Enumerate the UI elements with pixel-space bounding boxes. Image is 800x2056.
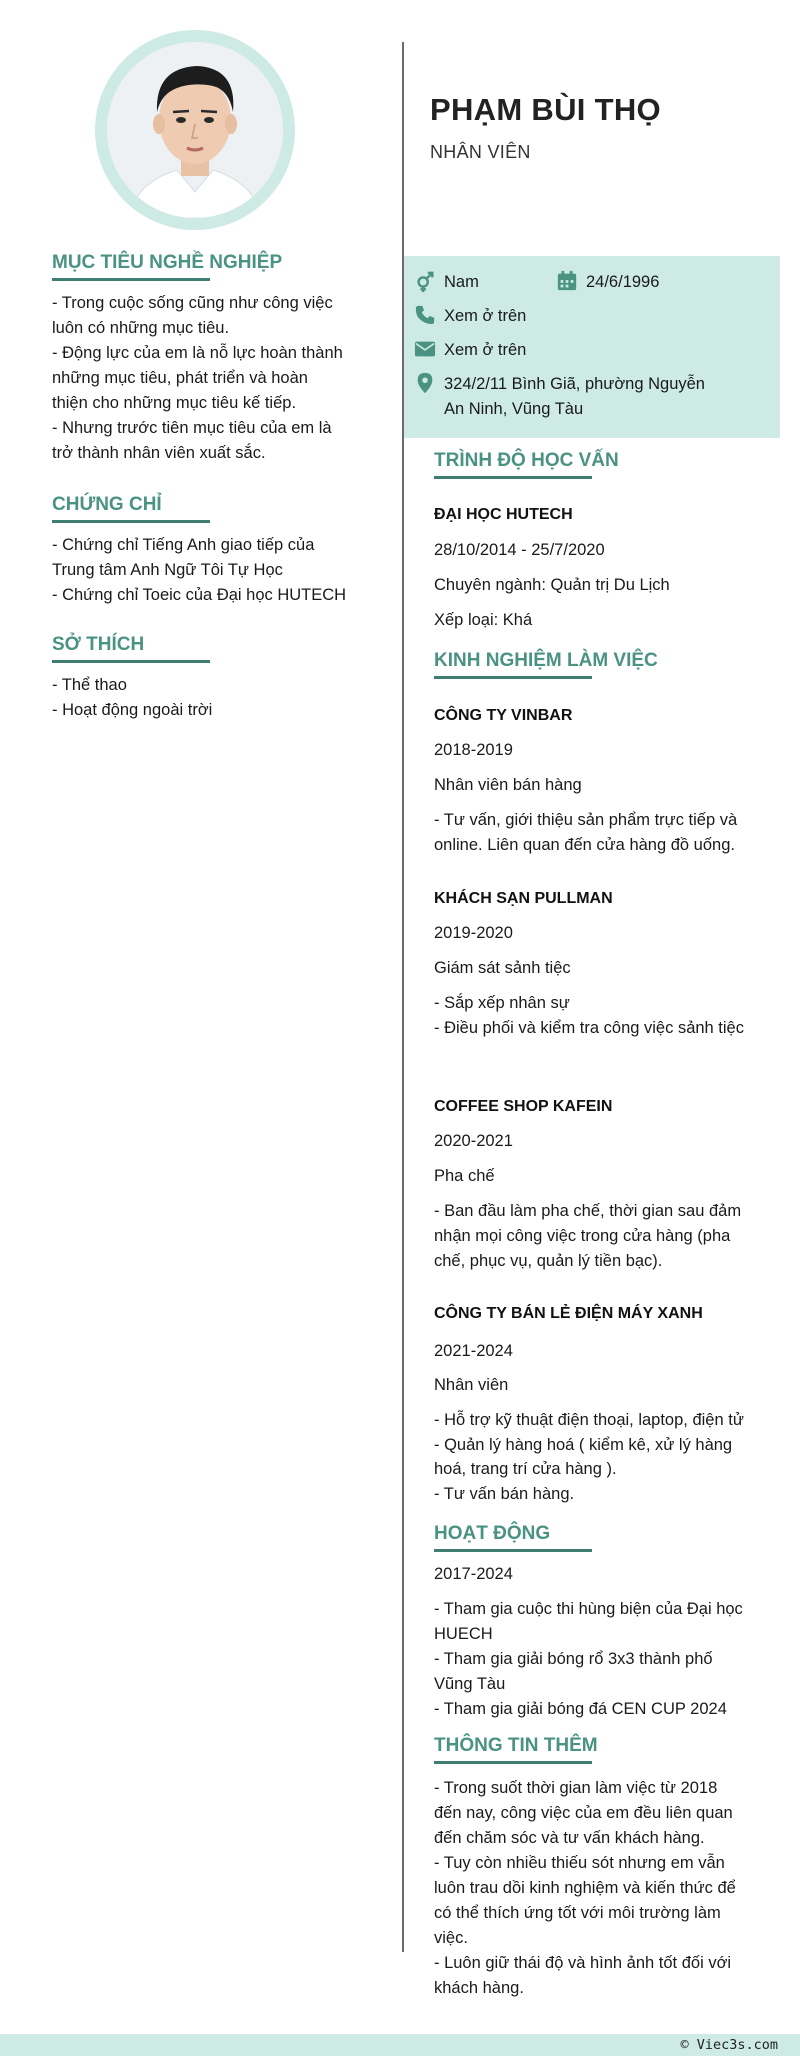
text-line: thiện cho những mục tiêu kế tiếp.: [52, 394, 297, 412]
additional-line: có thể thích ứng tốt với môi trường làm: [434, 1904, 721, 1922]
gender-value: Nam: [444, 273, 479, 291]
additional-title: THÔNG TIN THÊM: [434, 1735, 598, 1756]
birthday-value: 24/6/1996: [586, 273, 660, 291]
text-line: - Hoạt động ngoài trời: [52, 701, 213, 719]
phone-icon: [414, 304, 436, 326]
certificates-title: CHỨNG CHỈ: [52, 494, 162, 515]
text-line: - Trong cuộc sống cũng như công việc: [52, 294, 333, 312]
job-company: CÔNG TY BÁN LẺ ĐIỆN MÁY XANH: [434, 1305, 703, 1322]
job-period: 2019-2020: [434, 924, 513, 942]
job-role: NHÂN VIÊN: [430, 142, 531, 162]
job-company: KHÁCH SẠN PULLMAN: [434, 890, 613, 907]
education-period: 28/10/2014 - 25/7/2020: [434, 541, 605, 559]
job-detail: online. Liên quan đến cửa hàng đồ uống.: [434, 836, 735, 854]
activity-line: HUECH: [434, 1625, 493, 1643]
hobbies-section: [52, 634, 354, 723]
phone-value: Xem ở trên: [444, 307, 527, 325]
text-line: Trung tâm Anh Ngữ Tôi Tự Học: [52, 561, 283, 579]
section-underline: [434, 476, 592, 479]
profile-photo: [107, 42, 283, 218]
job-company: CÔNG TY VINBAR: [434, 707, 573, 724]
section-underline: [52, 520, 210, 523]
text-line: - Chứng chỉ Toeic của Đại học HUTECH: [52, 586, 347, 604]
email-value: Xem ở trên: [444, 341, 527, 359]
job-detail: - Sắp xếp nhân sự: [434, 994, 570, 1012]
activities-period: 2017-2024: [434, 1565, 513, 1583]
job-position: Nhân viên bán hàng: [434, 776, 582, 794]
contact-panel: [404, 256, 780, 438]
additional-line: đến chăm sóc và tư vấn khách hàng.: [434, 1829, 705, 1847]
hobbies-title: SỞ THÍCH: [52, 634, 145, 655]
job-detail: - Tư vấn bán hàng.: [434, 1485, 575, 1503]
address-line-2: An Ninh, Vũng Tàu: [444, 400, 584, 418]
location-icon: [414, 372, 436, 394]
footer-bar: [0, 2034, 800, 2056]
objective-text: [52, 291, 354, 466]
calendar-icon: [556, 270, 578, 292]
objective-title: MỤC TIÊU NGHỀ NGHIỆP: [52, 252, 283, 273]
additional-line: - Tuy còn nhiều thiếu sót nhưng em vẫn: [434, 1854, 725, 1872]
job-position: Giám sát sảnh tiệc: [434, 959, 571, 977]
activity-line: - Tham gia cuộc thi hùng biện của Đại học: [434, 1600, 743, 1618]
job-position: Nhân viên: [434, 1376, 509, 1394]
experience-header: [434, 650, 764, 679]
job-detail: nhận mọi công việc trong cửa hàng (pha: [434, 1227, 731, 1245]
activities-header: [434, 1523, 764, 1552]
job-company: COFFEE SHOP KAFEIN: [434, 1098, 613, 1115]
text-line: luôn có những mục tiêu.: [52, 319, 230, 337]
text-line: - Động lực của em là nỗ lực hoàn thành: [52, 344, 343, 362]
job-period: 2020-2021: [434, 1132, 513, 1150]
additional-line: - Trong suốt thời gian làm việc từ 2018: [434, 1779, 718, 1797]
additional-line: việc.: [434, 1929, 468, 1947]
job-position: Pha chế: [434, 1167, 495, 1185]
education-title: TRÌNH ĐỘ HỌC VẤN: [434, 450, 619, 471]
section-underline: [52, 660, 210, 663]
education-rank: Xếp loại: Khá: [434, 611, 533, 629]
job-detail: - Điều phối và kiểm tra công việc sảnh tiệc: [434, 1019, 744, 1037]
additional-line: đến nay, công việc của em đều liên quan: [434, 1804, 733, 1822]
section-underline: [434, 1761, 592, 1764]
job-detail: - Hỗ trợ kỹ thuật điện thoại, laptop, điện tử: [434, 1411, 744, 1429]
section-underline: [52, 278, 210, 281]
certificates-text: [52, 533, 354, 608]
address-line-1: 324/2/11 Bình Giã, phường Nguyễn: [444, 375, 705, 393]
section-underline: [434, 676, 592, 679]
hobbies-text: [52, 673, 354, 723]
activity-line: - Tham gia giải bóng rổ 3x3 thành phố: [434, 1650, 713, 1668]
section-underline: [434, 1549, 592, 1552]
objective-section: [52, 252, 354, 466]
email-icon: [414, 338, 436, 360]
job-detail: chế, phục vụ, quản lý tiền bạc).: [434, 1252, 663, 1270]
additional-line: khách hàng.: [434, 1979, 524, 1997]
activity-line: - Tham gia giải bóng đá CEN CUP 2024: [434, 1700, 727, 1718]
job-detail: - Ban đầu làm pha chế, thời gian sau đảm: [434, 1202, 742, 1220]
job-period: 2021-2024: [434, 1342, 513, 1360]
education-school: ĐẠI HỌC HUTECH: [434, 506, 573, 523]
full-name: PHẠM BÙI THỌ: [430, 92, 661, 127]
text-line: - Nhưng trước tiên mục tiêu của em là: [52, 419, 332, 437]
text-line: - Thể thao: [52, 676, 127, 694]
job-period: 2018-2019: [434, 741, 513, 759]
activity-line: Vũng Tàu: [434, 1675, 506, 1693]
job-detail: - Quản lý hàng hoá ( kiểm kê, xử lý hàng: [434, 1436, 733, 1454]
activities-title: HOẠT ĐỘNG: [434, 1523, 551, 1544]
job-detail: - Tư vấn, giới thiệu sản phẩm trực tiếp và: [434, 811, 738, 829]
additional-line: luôn trau dồi kinh nghiệm và kiến thức để: [434, 1879, 736, 1897]
education-header: [434, 450, 764, 479]
certificates-section: [52, 494, 354, 608]
additional-line: - Luôn giữ thái độ và hình ảnh tốt đối với: [434, 1954, 732, 1972]
education-major: Chuyên ngành: Quản trị Du Lịch: [434, 576, 670, 594]
gender-icon: [414, 271, 436, 293]
text-line: trở thành nhân viên xuất sắc.: [52, 444, 266, 462]
experience-title: KINH NGHIỆM LÀM VIỆC: [434, 650, 658, 671]
footer-credit[interactable]: © Viec3s.com: [680, 2037, 778, 2053]
text-line: những mục tiêu, phát triển và hoàn: [52, 369, 308, 387]
text-line: - Chứng chỉ Tiếng Anh giao tiếp của: [52, 536, 315, 554]
avatar-ring: [95, 30, 295, 230]
avatar: [107, 42, 283, 218]
additional-header: [434, 1735, 764, 1764]
job-detail: hoá, trang trí cửa hàng ).: [434, 1460, 617, 1478]
